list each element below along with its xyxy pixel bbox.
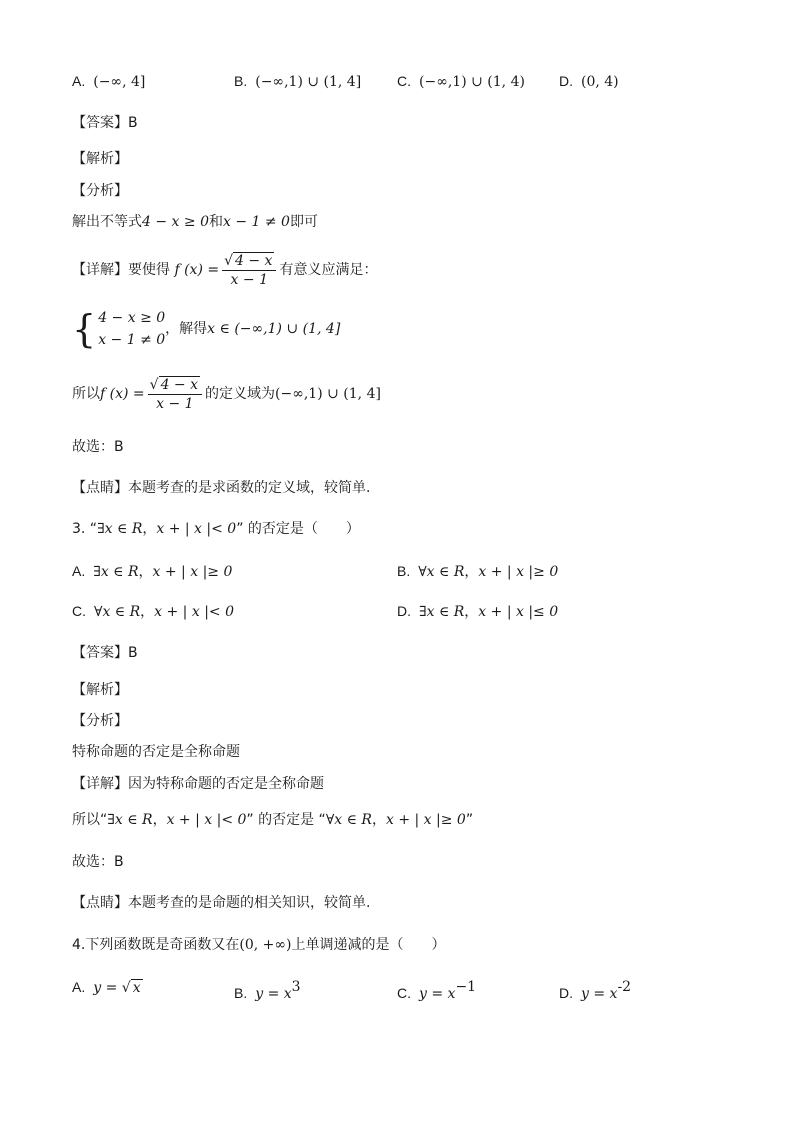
math: x + | x |< 0 <box>156 521 237 537</box>
text: ， <box>152 812 167 828</box>
option-label: A. <box>72 979 86 995</box>
option-label: D. <box>397 603 411 619</box>
system-row: 4 − x ≥ 0 <box>98 310 166 326</box>
text: ” 的否定是（ ） <box>236 521 360 537</box>
q4-option-c <box>397 977 476 1004</box>
text: 所以 <box>72 386 100 402</box>
denominator: x − 1 <box>230 271 268 288</box>
text: 要使得 <box>128 262 170 278</box>
option-math: (−∞, 4] <box>93 74 146 90</box>
quantifier: ∀x ∈ R <box>418 564 465 580</box>
math: y = <box>93 980 122 996</box>
quantifier: ∀x ∈ R <box>94 604 141 620</box>
q2-so-line <box>72 374 381 414</box>
text: ， <box>464 604 479 620</box>
radicand: 4 − x <box>160 376 198 393</box>
math: x + | x |≥ 0 <box>478 564 559 580</box>
q3-choice: 故选：B <box>72 854 124 870</box>
q2-option-c <box>397 71 525 92</box>
q3-fenxi-heading: 【分析】 <box>72 713 128 729</box>
option-label: B. <box>234 985 248 1001</box>
text: ” 的否定是 “ <box>246 812 326 828</box>
option-label: D. <box>559 985 573 1001</box>
text: ， <box>142 521 157 537</box>
q4-option-b <box>234 977 301 1004</box>
q3-stem <box>72 519 360 539</box>
sqrt-icon: √ <box>149 376 159 393</box>
math: y = x <box>255 986 292 1002</box>
q4-option-a <box>72 977 143 998</box>
exponent: -2 <box>617 979 632 995</box>
q2-analysis-heading: 【解析】 <box>72 151 128 167</box>
quantifier: ∃x ∈ R <box>93 564 139 580</box>
q3-answer: 【答案】B <box>72 645 138 661</box>
math: ∃x ∈ R <box>107 812 153 828</box>
option-math: (−∞,1) ∪ (1, 4) <box>419 74 525 90</box>
text: 的定义域为 <box>205 386 275 402</box>
function-lhs: f (x) = <box>100 386 145 402</box>
text: ， <box>140 604 155 620</box>
q2-system-line <box>72 306 340 352</box>
q2-fenxi-text <box>72 212 318 232</box>
inequality-system <box>98 307 165 351</box>
math: ∃x ∈ R <box>97 521 143 537</box>
text: 解出不等式 <box>72 214 142 230</box>
q2-answer: 【答案】B <box>72 115 138 131</box>
math: x + | x |< 0 <box>154 604 234 620</box>
q3-option-b <box>397 561 558 582</box>
q3-fenxi-text: 特称命题的否定是全称命题 <box>72 744 240 760</box>
q3-option-a <box>72 561 232 582</box>
exponent: −1 <box>455 979 477 995</box>
option-label: D. <box>559 73 573 89</box>
q2-fenxi-heading: 【分析】 <box>72 183 128 199</box>
q3-option-c <box>72 601 234 622</box>
q2-comment: 【点睛】本题考查的是求函数的定义域，较简单. <box>72 480 371 496</box>
option-label: C. <box>397 73 411 89</box>
option-label: A. <box>72 73 86 89</box>
text: 4.下列函数既是奇函数又在 <box>72 937 240 953</box>
option-math: (0, 4) <box>581 74 619 90</box>
q2-choice: 故选：B <box>72 439 124 455</box>
q3-analysis-heading: 【解析】 <box>72 682 128 698</box>
text: 和 <box>208 214 223 230</box>
system-row: x − 1 ≠ 0 <box>98 332 166 348</box>
q4-option-d <box>559 977 631 1004</box>
text: 上单调递减的是（ ） <box>291 937 446 953</box>
denominator: x − 1 <box>156 395 194 412</box>
text: 3. “ <box>72 521 98 537</box>
q3-option-d <box>397 601 558 622</box>
function-lhs: f (x) = <box>174 262 220 278</box>
option-label: B. <box>234 73 248 89</box>
math: x + | x |≥ 0 <box>152 564 233 580</box>
text: 即可 <box>289 214 318 230</box>
text: ， <box>371 812 386 828</box>
text: ” <box>465 812 474 828</box>
math: ∀x ∈ R <box>325 812 372 828</box>
math: y = x <box>419 986 456 1002</box>
option-label: C. <box>397 985 411 1001</box>
math-inequality: 4 − x ≥ 0 <box>142 214 209 230</box>
q3-comment: 【点睛】本题考查的是命题的相关知识，较简单. <box>72 895 371 911</box>
sqrt-expression <box>122 978 143 998</box>
exponent: 3 <box>291 979 301 995</box>
text: 有意义应满足： <box>279 262 378 278</box>
math-domain: (−∞,1) ∪ (1, 4] <box>275 386 381 402</box>
math-interval: (0, +∞) <box>239 937 292 953</box>
option-math: (−∞,1) ∪ (1, 4] <box>255 74 362 90</box>
quantifier: ∃x ∈ R <box>419 604 465 620</box>
text: ， <box>138 564 153 580</box>
math-inequality: x − 1 ≠ 0 <box>222 214 290 230</box>
fraction <box>222 252 276 289</box>
text: 所以“ <box>72 812 108 828</box>
q4-stem <box>72 935 445 955</box>
left-brace-icon: { <box>72 307 97 351</box>
math: x + | x |≥ 0 <box>385 812 466 828</box>
option-label: A. <box>72 563 86 579</box>
q2-detail-line <box>72 250 377 290</box>
radicand: x <box>132 980 141 996</box>
text: ，解得 <box>165 321 208 337</box>
fraction <box>148 376 202 413</box>
option-label: C. <box>72 603 86 619</box>
sqrt-icon: √ <box>224 252 234 269</box>
text: ， <box>464 564 479 580</box>
math: x + | x |≤ 0 <box>478 604 559 620</box>
math-result: x ∈ (−∞,1) ∪ (1, 4] <box>207 321 341 337</box>
sqrt-icon: √ <box>121 980 131 996</box>
math: y = x <box>581 986 618 1002</box>
q2-option-a <box>72 71 145 92</box>
option-label: B. <box>397 563 411 579</box>
q3-detail: 【详解】因为特称命题的否定是全称命题 <box>72 776 324 792</box>
detail-heading: 【详解】 <box>72 262 128 278</box>
q2-option-d <box>559 71 619 92</box>
q2-option-b <box>234 71 361 92</box>
math: x + | x |< 0 <box>166 812 247 828</box>
radicand: 4 − x <box>235 252 273 269</box>
q3-so-line <box>72 810 473 830</box>
